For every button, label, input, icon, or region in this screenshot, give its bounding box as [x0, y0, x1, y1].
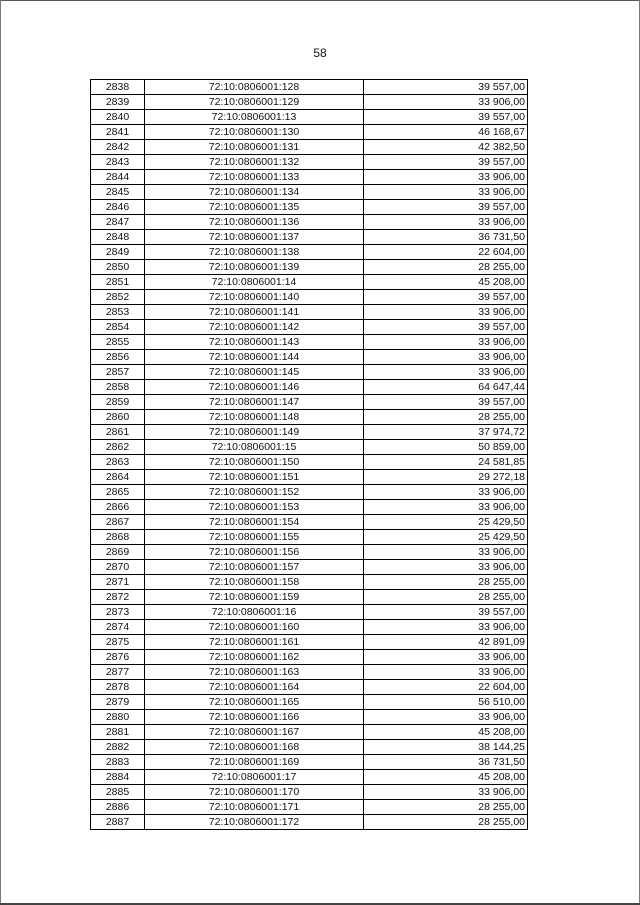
row-number-cell: 2878: [91, 680, 145, 695]
row-number-cell: 2844: [91, 170, 145, 185]
row-number-cell: 2846: [91, 200, 145, 215]
cadastral-value-cell: 33 906,00: [364, 560, 528, 575]
cadastral-number-cell: 72:10:0806001:145: [145, 365, 364, 380]
cadastral-value-cell: 22 604,00: [364, 245, 528, 260]
row-number-cell: 2852: [91, 290, 145, 305]
cadastral-number-cell: 72:10:0806001:166: [145, 710, 364, 725]
row-number-cell: 2841: [91, 125, 145, 140]
row-number-cell: 2859: [91, 395, 145, 410]
table-body: [91, 80, 528, 830]
table-row: [91, 485, 528, 500]
row-number-cell: 2877: [91, 665, 145, 680]
cadastral-value-cell: 33 906,00: [364, 620, 528, 635]
cadastral-value-cell: 33 906,00: [364, 170, 528, 185]
table-row: [91, 80, 528, 95]
cadastral-number-cell: 72:10:0806001:139: [145, 260, 364, 275]
table-row: [91, 575, 528, 590]
row-number-cell: 2857: [91, 365, 145, 380]
cadastral-number-cell: 72:10:0806001:161: [145, 635, 364, 650]
table-row: [91, 395, 528, 410]
table-row: [91, 125, 528, 140]
cadastral-value-cell: 33 906,00: [364, 785, 528, 800]
table-row: [91, 350, 528, 365]
cadastral-number-cell: 72:10:0806001:162: [145, 650, 364, 665]
row-number-cell: 2868: [91, 530, 145, 545]
cadastral-number-cell: 72:10:0806001:136: [145, 215, 364, 230]
cadastral-number-cell: 72:10:0806001:169: [145, 755, 364, 770]
cadastral-number-cell: 72:10:0806001:156: [145, 545, 364, 560]
table-row: [91, 425, 528, 440]
cadastral-number-cell: 72:10:0806001:154: [145, 515, 364, 530]
row-number-cell: 2856: [91, 350, 145, 365]
cadastral-value-cell: 39 557,00: [364, 110, 528, 125]
cadastral-value-cell: 64 647,44: [364, 380, 528, 395]
cadastral-value-cell: 25 429,50: [364, 515, 528, 530]
row-number-cell: 2872: [91, 590, 145, 605]
row-number-cell: 2883: [91, 755, 145, 770]
table-row: [91, 470, 528, 485]
cadastral-value-cell: 24 581,85: [364, 455, 528, 470]
cadastral-value-cell: 42 891,09: [364, 635, 528, 650]
table-row: [91, 785, 528, 800]
cadastral-value-cell: 50 859,00: [364, 440, 528, 455]
row-number-cell: 2839: [91, 95, 145, 110]
row-number-cell: 2867: [91, 515, 145, 530]
table-row: [91, 560, 528, 575]
scan-edge-left: [0, 0, 1, 905]
table-row: [91, 740, 528, 755]
row-number-cell: 2860: [91, 410, 145, 425]
cadastral-value-cell: 28 255,00: [364, 590, 528, 605]
table-row: [91, 695, 528, 710]
cadastral-number-cell: 72:10:0806001:165: [145, 695, 364, 710]
row-number-cell: 2881: [91, 725, 145, 740]
table-row: [91, 650, 528, 665]
cadastral-number-cell: 72:10:0806001:172: [145, 815, 364, 830]
cadastral-value-cell: 56 510,00: [364, 695, 528, 710]
cadastral-number-cell: 72:10:0806001:144: [145, 350, 364, 365]
table-row: [91, 755, 528, 770]
cadastral-number-cell: 72:10:0806001:132: [145, 155, 364, 170]
row-number-cell: 2869: [91, 545, 145, 560]
table-row: [91, 455, 528, 470]
row-number-cell: 2840: [91, 110, 145, 125]
row-number-cell: 2862: [91, 440, 145, 455]
cadastral-number-cell: 72:10:0806001:130: [145, 125, 364, 140]
cadastral-number-cell: 72:10:0806001:143: [145, 335, 364, 350]
cadastral-value-cell: 25 429,50: [364, 530, 528, 545]
cadastral-number-cell: 72:10:0806001:14: [145, 275, 364, 290]
table-row: [91, 260, 528, 275]
cadastral-number-cell: 72:10:0806001:168: [145, 740, 364, 755]
cadastral-value-cell: 28 255,00: [364, 410, 528, 425]
cadastral-number-cell: 72:10:0806001:150: [145, 455, 364, 470]
row-number-cell: 2865: [91, 485, 145, 500]
row-number-cell: 2849: [91, 245, 145, 260]
cadastral-value-cell: 33 906,00: [364, 500, 528, 515]
row-number-cell: 2876: [91, 650, 145, 665]
row-number-cell: 2887: [91, 815, 145, 830]
table-row: [91, 635, 528, 650]
cadastral-number-cell: 72:10:0806001:17: [145, 770, 364, 785]
cadastral-number-cell: 72:10:0806001:158: [145, 575, 364, 590]
table-row: [91, 305, 528, 320]
cadastral-number-cell: 72:10:0806001:131: [145, 140, 364, 155]
row-number-cell: 2848: [91, 230, 145, 245]
cadastral-value-cell: 45 208,00: [364, 725, 528, 740]
cadastral-value-cell: 33 906,00: [364, 485, 528, 500]
table-row: [91, 665, 528, 680]
row-number-cell: 2864: [91, 470, 145, 485]
cadastral-number-cell: 72:10:0806001:129: [145, 95, 364, 110]
cadastral-number-cell: 72:10:0806001:149: [145, 425, 364, 440]
row-number-cell: 2879: [91, 695, 145, 710]
table-row: [91, 500, 528, 515]
table-row: [91, 245, 528, 260]
table-row: [91, 200, 528, 215]
cadastral-number-cell: 72:10:0806001:142: [145, 320, 364, 335]
table-row: [91, 185, 528, 200]
cadastral-value-cell: 33 906,00: [364, 710, 528, 725]
table-row: [91, 410, 528, 425]
cadastral-number-cell: 72:10:0806001:134: [145, 185, 364, 200]
cadastral-value-cell: 38 144,25: [364, 740, 528, 755]
cadastral-value-cell: 33 906,00: [364, 545, 528, 560]
cadastral-value-cell: 33 906,00: [364, 350, 528, 365]
table-row: [91, 290, 528, 305]
table-row: [91, 725, 528, 740]
row-number-cell: 2873: [91, 605, 145, 620]
table-row: [91, 680, 528, 695]
row-number-cell: 2863: [91, 455, 145, 470]
cadastral-number-cell: 72:10:0806001:138: [145, 245, 364, 260]
table-row: [91, 110, 528, 125]
row-number-cell: 2853: [91, 305, 145, 320]
cadastral-number-cell: 72:10:0806001:170: [145, 785, 364, 800]
cadastral-value-cell: 28 255,00: [364, 815, 528, 830]
cadastral-number-cell: 72:10:0806001:163: [145, 665, 364, 680]
cadastral-number-cell: 72:10:0806001:16: [145, 605, 364, 620]
cadastral-number-cell: 72:10:0806001:148: [145, 410, 364, 425]
cadastral-number-cell: 72:10:0806001:164: [145, 680, 364, 695]
cadastral-number-cell: 72:10:0806001:15: [145, 440, 364, 455]
row-number-cell: 2861: [91, 425, 145, 440]
row-number-cell: 2866: [91, 500, 145, 515]
row-number-cell: 2875: [91, 635, 145, 650]
row-number-cell: 2855: [91, 335, 145, 350]
table-row: [91, 710, 528, 725]
table-row: [91, 605, 528, 620]
table-row: [91, 800, 528, 815]
table-row: [91, 140, 528, 155]
row-number-cell: 2874: [91, 620, 145, 635]
row-number-cell: 2854: [91, 320, 145, 335]
cadastral-number-cell: 72:10:0806001:13: [145, 110, 364, 125]
cadastral-number-cell: 72:10:0806001:128: [145, 80, 364, 95]
cadastral-number-cell: 72:10:0806001:155: [145, 530, 364, 545]
cadastral-value-cell: 33 906,00: [364, 95, 528, 110]
cadastral-number-cell: 72:10:0806001:137: [145, 230, 364, 245]
cadastral-value-cell: 39 557,00: [364, 320, 528, 335]
row-number-cell: 2870: [91, 560, 145, 575]
cadastral-value-cell: 37 974,72: [364, 425, 528, 440]
row-number-cell: 2847: [91, 215, 145, 230]
cadastral-number-cell: 72:10:0806001:167: [145, 725, 364, 740]
row-number-cell: 2842: [91, 140, 145, 155]
row-number-cell: 2882: [91, 740, 145, 755]
cadastral-value-cell: 39 557,00: [364, 80, 528, 95]
row-number-cell: 2838: [91, 80, 145, 95]
table-row: [91, 380, 528, 395]
cadastral-number-cell: 72:10:0806001:146: [145, 380, 364, 395]
row-number-cell: 2843: [91, 155, 145, 170]
cadastral-value-cell: 45 208,00: [364, 770, 528, 785]
row-number-cell: 2885: [91, 785, 145, 800]
cadastral-number-cell: 72:10:0806001:160: [145, 620, 364, 635]
cadastral-value-cell: 45 208,00: [364, 275, 528, 290]
cadastral-value-cell: 33 906,00: [364, 335, 528, 350]
table-row: [91, 215, 528, 230]
cadastral-value-cell: 39 557,00: [364, 290, 528, 305]
cadastral-value-cell: 33 906,00: [364, 650, 528, 665]
cadastral-value-cell: 33 906,00: [364, 305, 528, 320]
table-row: [91, 620, 528, 635]
table-row: [91, 320, 528, 335]
cadastral-number-cell: 72:10:0806001:171: [145, 800, 364, 815]
table-row: [91, 335, 528, 350]
table-row: [91, 365, 528, 380]
table-row: [91, 770, 528, 785]
cadastral-number-cell: 72:10:0806001:133: [145, 170, 364, 185]
cadastral-value-cell: 33 906,00: [364, 665, 528, 680]
cadastral-number-cell: 72:10:0806001:140: [145, 290, 364, 305]
row-number-cell: 2850: [91, 260, 145, 275]
cadastral-number-cell: 72:10:0806001:141: [145, 305, 364, 320]
row-number-cell: 2851: [91, 275, 145, 290]
table-row: [91, 440, 528, 455]
cadastral-value-cell: 42 382,50: [364, 140, 528, 155]
cadastral-number-cell: 72:10:0806001:153: [145, 500, 364, 515]
cadastral-value-cell: 33 906,00: [364, 185, 528, 200]
cadastral-number-cell: 72:10:0806001:147: [145, 395, 364, 410]
cadastral-value-cell: 33 906,00: [364, 215, 528, 230]
cadastral-value-cell: 36 731,50: [364, 230, 528, 245]
table-row: [91, 95, 528, 110]
table-row: [91, 545, 528, 560]
table-row: [91, 275, 528, 290]
row-number-cell: 2886: [91, 800, 145, 815]
cadastral-value-cell: 22 604,00: [364, 680, 528, 695]
table-row: [91, 815, 528, 830]
page-number: 58: [313, 46, 327, 60]
cadastral-value-cell: 36 731,50: [364, 755, 528, 770]
cadastral-number-cell: 72:10:0806001:159: [145, 590, 364, 605]
cadastral-value-cell: 28 255,00: [364, 800, 528, 815]
cadastral-value-table: [90, 79, 528, 830]
row-number-cell: 2880: [91, 710, 145, 725]
cadastral-number-cell: 72:10:0806001:157: [145, 560, 364, 575]
row-number-cell: 2871: [91, 575, 145, 590]
table-row: [91, 230, 528, 245]
cadastral-value-cell: 39 557,00: [364, 605, 528, 620]
cadastral-value-cell: 33 906,00: [364, 365, 528, 380]
table-row: [91, 590, 528, 605]
cadastral-value-cell: 29 272,18: [364, 470, 528, 485]
cadastral-value-cell: 39 557,00: [364, 200, 528, 215]
table-row: [91, 155, 528, 170]
row-number-cell: 2884: [91, 770, 145, 785]
cadastral-number-cell: 72:10:0806001:152: [145, 485, 364, 500]
row-number-cell: 2858: [91, 380, 145, 395]
cadastral-value-cell: 28 255,00: [364, 575, 528, 590]
cadastral-value-cell: 28 255,00: [364, 260, 528, 275]
table-row: [91, 530, 528, 545]
table-row: [91, 515, 528, 530]
cadastral-number-cell: 72:10:0806001:135: [145, 200, 364, 215]
table-row: [91, 170, 528, 185]
cadastral-value-cell: 39 557,00: [364, 155, 528, 170]
cadastral-number-cell: 72:10:0806001:151: [145, 470, 364, 485]
row-number-cell: 2845: [91, 185, 145, 200]
cadastral-value-cell: 39 557,00: [364, 395, 528, 410]
scan-edge-top: [0, 0, 640, 1]
cadastral-value-cell: 46 168,67: [364, 125, 528, 140]
